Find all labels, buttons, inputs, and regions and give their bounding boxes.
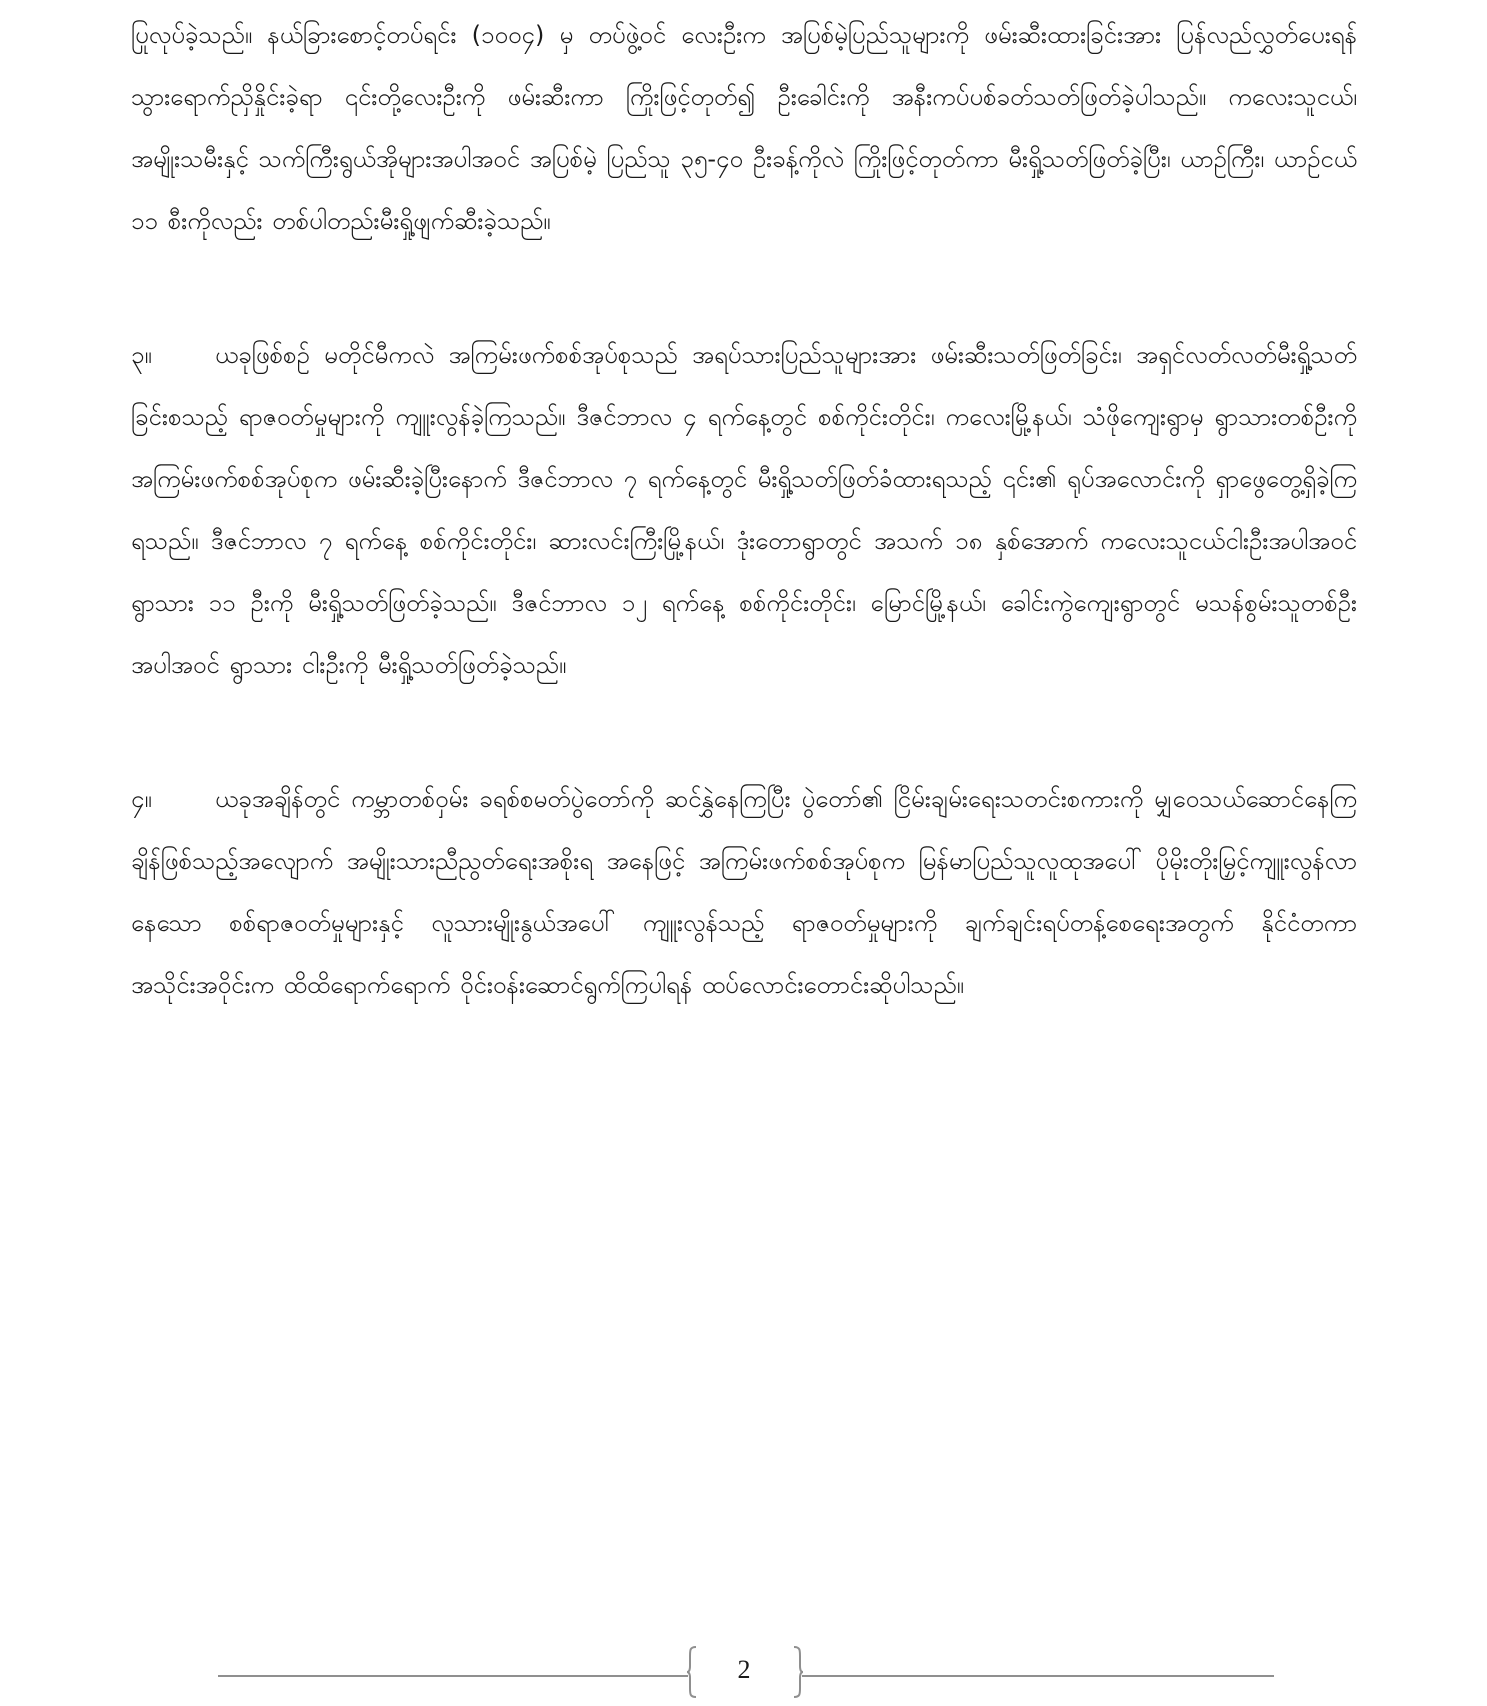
page-number: 2 <box>737 1655 751 1684</box>
document-body <box>131 0 1357 1016</box>
footer-rule-right <box>802 1675 1274 1677</box>
footer-rule-left <box>218 1675 688 1677</box>
paragraph-continued <box>131 4 1357 252</box>
page-footer <box>0 1646 1487 1706</box>
right-brace-icon <box>792 1646 804 1698</box>
paragraph-number: ၄။ <box>131 785 152 813</box>
left-brace-icon <box>686 1646 698 1698</box>
paragraph-text: ယခုဖြစ်စဉ် မတိုင်မီကလဲ အကြမ်းဖက်စစ်အုပ်စုသည် အရပ်သားပြည်သူများအား ဖမ်းဆီးသတ်ဖြတ်ခြင်း၊ အရှင်လတ်လတ်မီးရှို့သတ်ခြင်းစသည့် ရာဇဝတ်မှုများကို ကျူးလွန်ခဲ့ကြသည်။ ဒီဇင်ဘာလ ၄ ရက်နေ့တွင် စစ်ကိုင်းတိုင်း၊ ကလေးမြို့နယ်၊ သံဖိုကျေးရွာမှ ရွာသားတစ်ဦးကို အကြမ်းဖက်စစ်အုပ်စုက ဖမ်းဆီးခဲ့ပြီးနောက် ဒီဇင်ဘာလ ၇ ရက်နေ့တွင် မီးရှို့သတ်ဖြတ်ခံထားရသည့် ၎င်း၏ ရုပ်အလောင်းကို ရှာဖွေတွေ့ရှိခဲ့ကြရသည်။ ဒီဇင်ဘာလ ၇ ရက်နေ့ စစ်ကိုင်းတိုင်း၊ ဆားလင်းကြီးမြို့နယ်၊ ဒုံးတောရွာတွင် အသက် ၁၈ နှစ်အောက် ကလေးသူငယ်ငါးဦးအပါအဝင် ရွာသား ၁၁ ဦးကို မီးရှို့သတ်ဖြတ်ခဲ့သည်။ ဒီဇင်ဘာလ ၁၂ ရက်နေ့ စစ်ကိုင်းတိုင်း၊ မြောင်မြို့နယ်၊ ခေါင်းကွဲကျေးရွာတွင် မသန်စွမ်းသူတစ်ဦးအပါအဝင် ရွာသား ငါးဦးကို မီးရှို့သတ်ဖြတ်ခဲ့သည်။ <box>131 341 1358 679</box>
paragraph-4 <box>131 768 1357 1016</box>
paragraph-text: ယခုအချိန်တွင် ကမ္ဘာတစ်ဝှမ်း ခရစ်စမတ်ပွဲတော်ကို ဆင်နွှဲနေကြပြီး ပွဲတော်၏ ငြိမ်းချမ်းရေးသတင်းစကားကို မျှဝေသယ်ဆောင်နေကြချိန်ဖြစ်သည့်အလျောက် အမျိုးသားညီညွတ်ရေးအစိုးရ အနေဖြင့် အကြမ်းဖက်စစ်အုပ်စုက မြန်မာပြည်သူလူထုအပေါ် ပိုမိုးတိုးမြှင့်ကျူးလွန်လာနေသော စစ်ရာဇဝတ်မှုများနှင့် လူသားမျိုးနွယ်အပေါ် ကျူးလွန်သည့် ရာဇဝတ်မှုများကို ချက်ချင်းရပ်တန့်စေရေးအတွက် နိုင်ငံတကာ အသိုင်းအဝိုင်းက ထိထိရောက်ရောက် ဝိုင်းဝန်းဆောင်ရွက်ကြပါရန် ထပ်လောင်းတောင်းဆိုပါသည်။ <box>131 785 1357 999</box>
paragraph-3 <box>131 324 1357 696</box>
paragraph-number: ၃။ <box>131 341 152 369</box>
paragraph-text: ပြုလုပ်ခဲ့သည်။ နယ်ခြားစောင့်တပ်ရင်း (၁၀၀၄) မှ တပ်ဖွဲ့ဝင် လေးဦးက အပြစ်မဲ့ပြည်သူများကို ဖမ်းဆီးထားခြင်းအား ပြန်လည်လွှတ်ပေးရန် သွားရောက်ညှိနှိုင်းခဲ့ရာ ၎င်းတို့လေးဦးကို ဖမ်းဆီးကာ ကြိုးဖြင့်တုတ်၍ ဦးခေါင်းကို အနီးကပ်ပစ်ခတ်သတ်ဖြတ်ခဲ့ပါသည်။ ကလေးသူငယ်၊ အမျိုးသမီးနှင့် သက်ကြီးရွယ်အိုများအပါအဝင် အပြစ်မဲ့ ပြည်သူ ၃၅-၄၀ ဦးခန့်ကိုလဲ ကြိုးဖြင့်တုတ်ကာ မီးရှို့သတ်ဖြတ်ခဲ့ပြီး၊ ယာဉ်ကြီး၊ ယာဉ်ငယ် ၁၁ စီးကိုလည်း တစ်ပါတည်းမီးရှို့ဖျက်ဆီးခဲ့သည်။ <box>131 21 1358 235</box>
